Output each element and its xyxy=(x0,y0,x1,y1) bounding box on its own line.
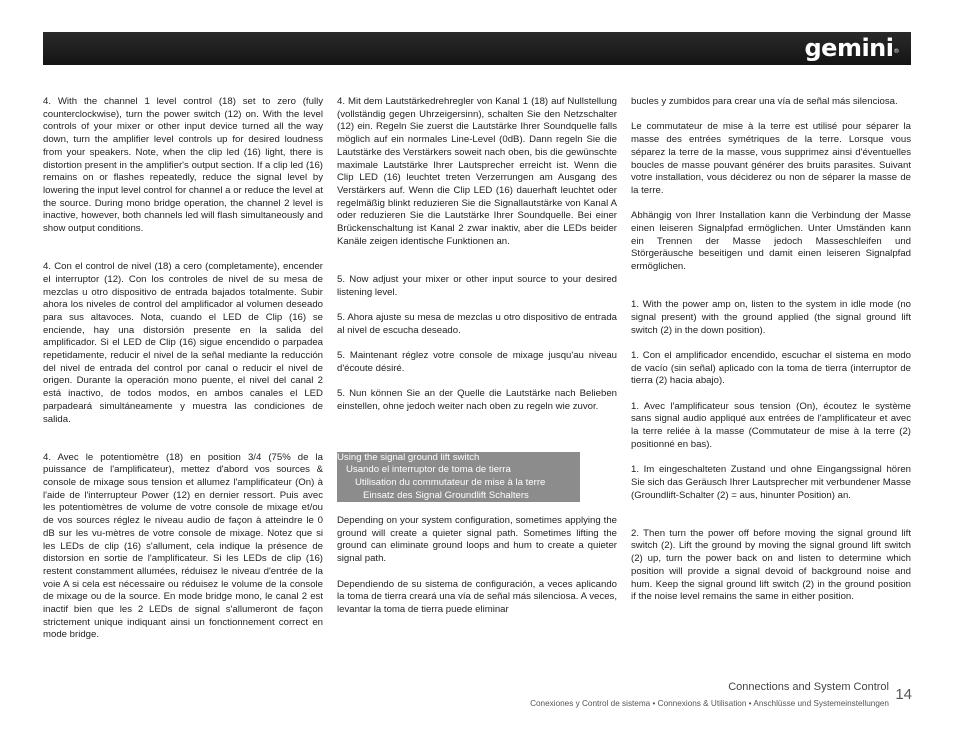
paragraph-en-ground-step2: 2. Then turn the power off before moving the signal ground lift switch (2). Lift the ground by moving the signal ground lift switch (2) up, turn the power back on and listen to determine which position will provide a signal devoid of background noise and hum. Keep the signal ground lift switch (2) in the ground position if the noise level remains the same in either position. xyxy=(631,527,911,603)
paragraph-fr-ground-step1: 1. Avec l'amplificateur sous tension (On), écoutez le système sans signal audio appliqué aux entrées de l'amplificateur et avec la terre reliée à la masse (Commutateur de mise à la terre (2) positionné en bas). xyxy=(631,400,911,450)
page-number: 14 xyxy=(895,686,912,703)
paragraph-en-ground: Depending on your system configuration, sometimes applying the ground will create a quieter signal path. Sometimes lifting the ground can eliminate ground loops and hum to create a quieter signal path. xyxy=(337,515,617,565)
paragraph-en-step4: 4. With the channel 1 level control (18) set to zero (fully counterclockwise), turn the power switch (12) on. With the level controls of your mixer or other input device turned all the way down, turn the amplifier level controls up for desired loudness from your speakers. Note, when the clip led (16) light, there is distortion present in the amplifier's output section. If a clip led (16) remains on or flashes repeatedly, reduce the signal level by lowering the input level control for channel a or reduce the level at the source. During mono bridge operation, the channel 2 level is inactive, however, both channels led will flash simultaneously and show output conditions. xyxy=(43,96,323,235)
paragraph-de-step5: 5. Nun können Sie an der Quelle die Lautstärke nach Belieben einstellen, ohne jedoch weiter nach oben zu regeln wie zuvor. xyxy=(337,388,617,412)
paragraph-es-ground-step1: 1. Con el amplificador encendido, escuchar el sistema en modo de vacío (sin señal) aplicado con la toma de tierra (interruptor de tierra (2) hacia abajo). xyxy=(631,349,911,387)
section-heading-ground-lift xyxy=(337,452,580,503)
paragraph-de-ground-step1: 1. Im eingeschalteten Zustand und ohne Eingangssignal hören Sie sich das Geräusch Ihrer Lautsprecher mit verbundener Masse (Groundlift-Schalter (2) = aus, hinunter Position) an. xyxy=(631,464,911,501)
paragraph-es-ground: Dependiendo de su sistema de configuración, a veces aplicando la toma de tierra creará una vía de señal más silenciosa. A veces, levantar la toma de tierra puede eliminar xyxy=(337,578,617,615)
paragraph-es-step4: 4. Con el control de nivel (18) a cero (completamente), encender el interruptor (12). Con los controles de nivel de su mesa de mezclas u otro dispositivo de entrada bajados totalmente. Subir ahora los niveles de control del amplificador al volumen deseado para sus altavoces. Nota, cuando el LED de Clip (16) se enciende, hay una distorsión presente en la salida del amplificador. Si el LED de Clip (16) sigue encendido o parpadea repetidamente, reducir el nivel de la señal mediante la reducción del nivel de entrada del control por canal o reducir el nivel de origen. Durante la operación mono puente, el nivel del canal 2 está inactivo, de todos modos, en ambos canales el LED parpadeará simultáneamente y muestra las condiciones de salida. xyxy=(43,261,323,425)
paragraph-es-ground-cont: bucles y zumbidos para crear una vía de señal más silenciosa. xyxy=(631,96,898,107)
paragraph-de-ground: Abhängig von Ihrer Installation kann die Verbindung der Masse einen leiseren Signalpfad ermöglichen. Unter Umständen kann ein Trennen der Masse jedoch Masseschleifen und Störgeräusche beseitigen und damit einen leiseren Signalpfad ermöglichen. xyxy=(631,210,911,273)
column-1 xyxy=(43,96,323,655)
footer-title: Connections and System Control xyxy=(728,681,889,693)
column-3 xyxy=(631,96,911,617)
paragraph-de-step4: 4. Mit dem Lautstärkedrehregler von Kanal 1 (18) auf Nullstellung (vollständig gegen Uhrzeigersinn), schalten Sie den Netzschalter (12) ein. Regeln Sie zuerst die Lautstärke Ihrer Soundquelle falls möglich auf ein normales Line-Level (0dB). Dann regeln Sie die Lautstärke des Verstärkers soweit nach oben, bis die gewünschte maximale Lautstärke Ihrer Lautsprecher erreicht ist. Wenn die Clip LED (16) leuchtet treten Verzerrungen am Ausgang des Verstärkers auf. Wenn die Clip LED (16) dauerhaft leuchtet oder regelmäßig blinkt reduzieren Sie die Signallautstärke von Kanal A oder reduzieren Sie die Lautstärke Ihrer Soundquelle. Bei einer Brückenschaltung ist Kanal 2 zwar inaktiv, aber die LEDs beider Kanäle zeigen identische Funktionen an. xyxy=(337,96,617,247)
paragraph-en-step5: 5. Now adjust your mixer or other input source to your desired listening level. xyxy=(337,273,617,298)
section-heading-es: Usando el interruptor de toma de tierra xyxy=(346,464,511,476)
column-2 xyxy=(337,96,617,629)
paragraph-fr-step4: 4. Avec le potentiomètre (18) en position 3/4 (75% de la puissance de l'amplificateur), mettez d'abord vos sources & console de mixage sous tension et allumez l'amplificateur (On) à l'aide de l'interrupteur Power (12) en dernier ressort. Puis avec les potentiomètres de volume de votre console de mixage et/ou de vos sources réglez le niveau audio de façon à atteindre le 0 dB sur les vu-mètres de votre console de mixage. Notez que si les LEDs de clip (16) s'allument, cela indique la présence de distorsion en sortie de l'amplificateur. Si les LEDs de clip (16) restent constamment allumées, réduisez le niveau d'entrée de la voie A si cela est nécessaire ou réduisez le volume de la console de mixage ou de la source. En mode bridge mono, le canal 2 est inactif bien que les 2 LEDs de signal s'allumeront de façon strictement unique indiquant ainsi un fonctionnement correct en mode bridge. xyxy=(43,451,323,641)
paragraph-en-ground-step1: 1. With the power amp on, listen to the system in idle mode (no signal present) with the ground applied (the signal ground lift switch (2) in the down position). xyxy=(631,299,911,336)
paragraph-es-step5: 5. Ahora ajuste su mesa de mezclas u otro dispositivo de entrada al nivel de escucha deseado. xyxy=(337,311,617,336)
section-heading-en: Using the signal ground lift switch xyxy=(337,451,480,463)
section-heading-fr: Utilisation du commutateur de mise à la terre xyxy=(355,476,546,488)
paragraph-fr-ground: Le commutateur de mise à la terre est utilisé pour séparer la masse des entrées symétriques de la terre. Lorsque vous séparez la terre de la masse, vous supprimez ainsi d'éventuelles boucles de masse pouvant générer des bruits parasites. Suivant votre installation, vous déciderez ou non de séparer la masse de la terre. xyxy=(631,121,911,196)
section-heading-de: Einsatz des Signal Groundlift Schalters xyxy=(363,489,529,501)
header-bar xyxy=(43,32,911,65)
paragraph-fr-step5: 5. Maintenant réglez votre console de mixage jusqu'au niveau d'écoute désiré. xyxy=(337,350,617,374)
gemini-logo: gemini® xyxy=(804,34,899,62)
footer-subtitle: Conexiones y Control de sistema • Connexions & Utilisation • Anschlüsse und Systemeinstellungen xyxy=(530,699,889,708)
